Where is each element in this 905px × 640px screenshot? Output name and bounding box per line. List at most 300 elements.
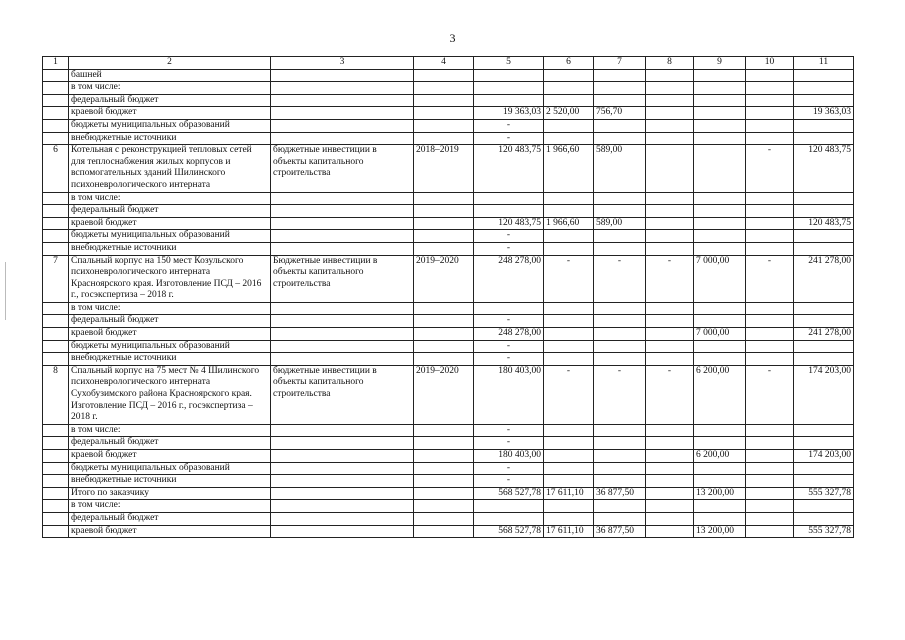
table-cell-col9 xyxy=(694,512,746,525)
table-cell-col9 xyxy=(694,192,746,205)
table-cell-col10 xyxy=(746,437,794,450)
table-cell-col4 xyxy=(414,94,474,107)
table-cell-col7 xyxy=(594,462,646,475)
table-cell-col2: в том числе: xyxy=(69,424,271,437)
table-cell-col6 xyxy=(544,69,594,82)
table-cell-col3 xyxy=(271,242,414,255)
table-cell-col2: краевой бюджет xyxy=(69,328,271,341)
table-cell-col11 xyxy=(794,315,854,328)
table-cell-col8 xyxy=(646,82,694,95)
table-cell-col1 xyxy=(43,82,69,95)
table-cell-col7 xyxy=(594,500,646,513)
table-cell-col8 xyxy=(646,462,694,475)
table-cell-col1: 6 xyxy=(43,145,69,192)
table-cell-col11: 174 203,00 xyxy=(794,450,854,463)
table-cell-col4 xyxy=(414,242,474,255)
table-cell-col2: бюджеты муниципальных образований xyxy=(69,340,271,353)
table-cell-col9 xyxy=(694,500,746,513)
table-row xyxy=(43,302,854,315)
header-cell: 2 xyxy=(69,57,271,70)
table-cell-col9 xyxy=(694,145,746,192)
table-cell-col2: Котельная с реконструкцией тепловых сетей для теплоснабжения жилых корпусов и вспомогательных зданий Шилинского психоневрологического интерната xyxy=(69,145,271,192)
table-cell-col4 xyxy=(414,315,474,328)
table-cell-col11 xyxy=(794,69,854,82)
table-cell-col7 xyxy=(594,450,646,463)
table-cell-col10 xyxy=(746,328,794,341)
table-row xyxy=(43,230,854,243)
table-cell-col3: бюджетные инвестиции в объекты капитального строительства xyxy=(271,365,414,424)
table-cell-col5 xyxy=(474,82,544,95)
table-cell-col11 xyxy=(794,462,854,475)
page-number: 3 xyxy=(449,31,456,45)
table-cell-col10 xyxy=(746,302,794,315)
table-cell-col8 xyxy=(646,487,694,500)
table-cell-col11 xyxy=(794,205,854,218)
table-cell-col2: внебюджетные источники xyxy=(69,132,271,145)
table-cell-col8 xyxy=(646,450,694,463)
table-cell-col1 xyxy=(43,242,69,255)
table-cell-col3 xyxy=(271,353,414,366)
table-cell-col5 xyxy=(474,512,544,525)
table-cell-col3 xyxy=(271,230,414,243)
table-cell-col11 xyxy=(794,512,854,525)
header-cell: 1 xyxy=(43,57,69,70)
table-cell-col3 xyxy=(271,132,414,145)
table-row xyxy=(43,353,854,366)
table-cell-col8 xyxy=(646,217,694,230)
table-cell-col11: 120 483,75 xyxy=(794,145,854,192)
table-cell-col8 xyxy=(646,302,694,315)
table-cell-col3 xyxy=(271,328,414,341)
table-cell-col10 xyxy=(746,500,794,513)
table-cell-col1 xyxy=(43,94,69,107)
table-cell-col2: Итого по заказчику xyxy=(69,487,271,500)
table-cell-col11: 19 363,03 xyxy=(794,107,854,120)
table-row xyxy=(43,450,854,463)
table-cell-col3 xyxy=(271,462,414,475)
table-cell-col10 xyxy=(746,132,794,145)
table-cell-col1 xyxy=(43,119,69,132)
table-cell-col11: 241 278,00 xyxy=(794,255,854,302)
table-cell-col2: в том числе: xyxy=(69,500,271,513)
table-cell-col1 xyxy=(43,462,69,475)
table-cell-col2: бюджеты муниципальных образований xyxy=(69,230,271,243)
table-cell-col7 xyxy=(594,82,646,95)
table-cell-col6: 1 966,60 xyxy=(544,145,594,192)
table-cell-col10 xyxy=(746,475,794,488)
budget-table xyxy=(42,56,854,538)
header-cell: 10 xyxy=(746,57,794,70)
table-cell-col10 xyxy=(746,424,794,437)
table-cell-col2: башней xyxy=(69,69,271,82)
table-cell-col3 xyxy=(271,69,414,82)
table-row xyxy=(43,512,854,525)
table-cell-col3 xyxy=(271,205,414,218)
table-cell-col8 xyxy=(646,145,694,192)
table-cell-col4 xyxy=(414,353,474,366)
table-cell-col10 xyxy=(746,119,794,132)
table-cell-col1 xyxy=(43,302,69,315)
table-cell-col1 xyxy=(43,487,69,500)
table-cell-col10 xyxy=(746,82,794,95)
table-cell-col4 xyxy=(414,525,474,538)
table-cell-col6 xyxy=(544,500,594,513)
table-cell-col7 xyxy=(594,437,646,450)
table-cell-col11 xyxy=(794,500,854,513)
table-cell-col6 xyxy=(544,424,594,437)
table-cell-col8 xyxy=(646,512,694,525)
table-cell-col11 xyxy=(794,82,854,95)
table-cell-col4 xyxy=(414,217,474,230)
table-cell-col3 xyxy=(271,82,414,95)
table-cell-col1 xyxy=(43,315,69,328)
table-cell-col1 xyxy=(43,340,69,353)
table-cell-col4 xyxy=(414,475,474,488)
table-cell-col10 xyxy=(746,69,794,82)
table-cell-col8 xyxy=(646,353,694,366)
table-cell-col10: - xyxy=(746,365,794,424)
header-row xyxy=(43,57,854,70)
table-cell-col8: - xyxy=(646,365,694,424)
table-cell-col11 xyxy=(794,192,854,205)
table-cell-col9 xyxy=(694,205,746,218)
table-cell-col10 xyxy=(746,107,794,120)
table-cell-col3 xyxy=(271,217,414,230)
table-cell-col4: 2018–2019 xyxy=(414,145,474,192)
table-cell-col8 xyxy=(646,525,694,538)
table-cell-col2: федеральный бюджет xyxy=(69,94,271,107)
table-cell-col2: в том числе: xyxy=(69,82,271,95)
table-cell-col7 xyxy=(594,230,646,243)
table-cell-col4 xyxy=(414,462,474,475)
table-cell-col9: 7 000,00 xyxy=(694,328,746,341)
table-cell-col1 xyxy=(43,328,69,341)
table-cell-col6 xyxy=(544,132,594,145)
table-cell-col2: федеральный бюджет xyxy=(69,205,271,218)
table-cell-col5: 120 483,75 xyxy=(474,217,544,230)
table-row xyxy=(43,119,854,132)
table-cell-col8 xyxy=(646,119,694,132)
table-cell-col8 xyxy=(646,94,694,107)
table-cell-col9 xyxy=(694,217,746,230)
table-cell-col11: 241 278,00 xyxy=(794,328,854,341)
table-cell-col10 xyxy=(746,205,794,218)
table-cell-col4 xyxy=(414,230,474,243)
table-cell-col5: - xyxy=(474,340,544,353)
table-cell-col9: 7 000,00 xyxy=(694,255,746,302)
table-cell-col8 xyxy=(646,205,694,218)
table-cell-col7 xyxy=(594,512,646,525)
table-cell-col9: 13 200,00 xyxy=(694,487,746,500)
table-cell-col5: - xyxy=(474,132,544,145)
table-cell-col5: - xyxy=(474,424,544,437)
table-row xyxy=(43,132,854,145)
table-cell-col4 xyxy=(414,119,474,132)
table-cell-col9 xyxy=(694,462,746,475)
table-cell-col5: 19 363,03 xyxy=(474,107,544,120)
table-row xyxy=(43,107,854,120)
table-cell-col1 xyxy=(43,217,69,230)
table-cell-col5: 568 527,78 xyxy=(474,525,544,538)
table-cell-col9 xyxy=(694,230,746,243)
table-cell-col7 xyxy=(594,340,646,353)
table-cell-col4 xyxy=(414,424,474,437)
table-cell-col2: федеральный бюджет xyxy=(69,315,271,328)
table-cell-col11 xyxy=(794,340,854,353)
table-row xyxy=(43,82,854,95)
header-cell: 5 xyxy=(474,57,544,70)
table-cell-col9 xyxy=(694,94,746,107)
table-cell-col4 xyxy=(414,328,474,341)
table-row xyxy=(43,69,854,82)
header-cell: 8 xyxy=(646,57,694,70)
table-row xyxy=(43,255,854,302)
table-cell-col11 xyxy=(794,424,854,437)
table-cell-col11 xyxy=(794,132,854,145)
table-cell-col10 xyxy=(746,340,794,353)
table-cell-col8 xyxy=(646,500,694,513)
table-cell-col7 xyxy=(594,94,646,107)
table-cell-col1 xyxy=(43,132,69,145)
table-cell-col4 xyxy=(414,487,474,500)
table-cell-col6 xyxy=(544,302,594,315)
table-cell-col6 xyxy=(544,192,594,205)
table-cell-col7 xyxy=(594,302,646,315)
table-cell-col6 xyxy=(544,119,594,132)
table-cell-col6 xyxy=(544,315,594,328)
header-cell: 6 xyxy=(544,57,594,70)
table-row xyxy=(43,340,854,353)
table-cell-col6 xyxy=(544,340,594,353)
table-cell-col7 xyxy=(594,475,646,488)
table-cell-col4 xyxy=(414,437,474,450)
table-cell-col2: Спальный корпус на 150 мест Козульского психоневрологического интерната Красноярского края. Изготовление ПСД – 2016 г., госэкспертиза – 2018 г. xyxy=(69,255,271,302)
table-cell-col3: Бюджетные инвестиции в объекты капитального строительства xyxy=(271,255,414,302)
table-cell-col8 xyxy=(646,192,694,205)
table-cell-col10 xyxy=(746,315,794,328)
table-cell-col1 xyxy=(43,450,69,463)
table-cell-col1 xyxy=(43,192,69,205)
table-cell-col11 xyxy=(794,353,854,366)
table-cell-col2: бюджеты муниципальных образований xyxy=(69,119,271,132)
table-cell-col10 xyxy=(746,242,794,255)
table-cell-col5 xyxy=(474,192,544,205)
table-cell-col10 xyxy=(746,353,794,366)
table-cell-col4 xyxy=(414,192,474,205)
table-cell-col6: 2 520,00 xyxy=(544,107,594,120)
table-cell-col5: - xyxy=(474,353,544,366)
table-cell-col3: бюджетные инвестиции в объекты капитального строительства xyxy=(271,145,414,192)
table-cell-col5: - xyxy=(474,315,544,328)
table-cell-col8 xyxy=(646,475,694,488)
table-cell-col6 xyxy=(544,512,594,525)
table-cell-col9 xyxy=(694,119,746,132)
table-cell-col6 xyxy=(544,82,594,95)
table-cell-col5: - xyxy=(474,437,544,450)
table-cell-col7 xyxy=(594,205,646,218)
table-row xyxy=(43,217,854,230)
table-cell-col7 xyxy=(594,119,646,132)
table-cell-col2: Спальный корпус на 75 мест № 4 Шилинского психоневрологического интерната Сухобузимского района Красноярского края. Изготовление ПСД – 2016 г., госэкспертиза – 2018 г. xyxy=(69,365,271,424)
table-cell-col2: внебюджетные источники xyxy=(69,353,271,366)
table-cell-col8 xyxy=(646,132,694,145)
table-cell-col9 xyxy=(694,302,746,315)
table-cell-col11: 120 483,75 xyxy=(794,217,854,230)
table-cell-col9 xyxy=(694,132,746,145)
table-cell-col8 xyxy=(646,340,694,353)
table-cell-col9 xyxy=(694,315,746,328)
table-cell-col10 xyxy=(746,94,794,107)
table-cell-col4 xyxy=(414,132,474,145)
table-cell-col8 xyxy=(646,242,694,255)
table-cell-col10 xyxy=(746,217,794,230)
table-cell-col6: - xyxy=(544,365,594,424)
table-cell-col11 xyxy=(794,475,854,488)
table-cell-col11: 174 203,00 xyxy=(794,365,854,424)
table-cell-col6 xyxy=(544,437,594,450)
table-row xyxy=(43,365,854,424)
table-cell-col5: 568 527,78 xyxy=(474,487,544,500)
table-cell-col2: внебюджетные источники xyxy=(69,475,271,488)
table-cell-col6 xyxy=(544,230,594,243)
table-cell-col7 xyxy=(594,328,646,341)
table-cell-col3 xyxy=(271,450,414,463)
table-cell-col4 xyxy=(414,500,474,513)
table-cell-col8 xyxy=(646,437,694,450)
table-cell-col3 xyxy=(271,340,414,353)
table-cell-col6: 17 611,10 xyxy=(544,525,594,538)
table-row xyxy=(43,525,854,538)
table-cell-col4 xyxy=(414,512,474,525)
table-row xyxy=(43,462,854,475)
table-cell-col6: - xyxy=(544,255,594,302)
table-cell-col5 xyxy=(474,94,544,107)
table-cell-col1: 7 xyxy=(43,255,69,302)
table-cell-col3 xyxy=(271,512,414,525)
table-cell-col3 xyxy=(271,487,414,500)
table-cell-col6 xyxy=(544,462,594,475)
table-cell-col7: 36 877,50 xyxy=(594,525,646,538)
table-cell-col5 xyxy=(474,302,544,315)
table-cell-col10 xyxy=(746,487,794,500)
table-cell-col6 xyxy=(544,242,594,255)
table-cell-col8 xyxy=(646,315,694,328)
table-cell-col5: 120 483,75 xyxy=(474,145,544,192)
table-cell-col8 xyxy=(646,328,694,341)
table-cell-col7: 589,00 xyxy=(594,217,646,230)
table-cell-col10 xyxy=(746,462,794,475)
table-cell-col7: - xyxy=(594,255,646,302)
table-row xyxy=(43,315,854,328)
table-cell-col4: 2019–2020 xyxy=(414,365,474,424)
table-cell-col2: краевой бюджет xyxy=(69,525,271,538)
table-cell-col7: - xyxy=(594,365,646,424)
table-cell-col7 xyxy=(594,192,646,205)
table-cell-col7: 36 877,50 xyxy=(594,487,646,500)
table-cell-col5: - xyxy=(474,462,544,475)
table-cell-col9: 6 200,00 xyxy=(694,365,746,424)
table-cell-col4 xyxy=(414,107,474,120)
table-cell-col10 xyxy=(746,450,794,463)
margin-mark xyxy=(5,262,6,320)
table-cell-col10: - xyxy=(746,145,794,192)
table-cell-col6 xyxy=(544,328,594,341)
table-cell-col4 xyxy=(414,69,474,82)
table-cell-col1 xyxy=(43,353,69,366)
table-body xyxy=(43,69,854,538)
table-cell-col1: 8 xyxy=(43,365,69,424)
table-cell-col10 xyxy=(746,525,794,538)
header-cell: 4 xyxy=(414,57,474,70)
table-cell-col11 xyxy=(794,302,854,315)
table-cell-col3 xyxy=(271,475,414,488)
table-cell-col5: 248 278,00 xyxy=(474,255,544,302)
table-cell-col7 xyxy=(594,424,646,437)
table-cell-col5 xyxy=(474,69,544,82)
table-cell-col11: 555 327,78 xyxy=(794,487,854,500)
header-cell: 3 xyxy=(271,57,414,70)
table-row xyxy=(43,192,854,205)
table-cell-col6 xyxy=(544,353,594,366)
header-cell: 9 xyxy=(694,57,746,70)
table-row xyxy=(43,424,854,437)
table-cell-col9 xyxy=(694,424,746,437)
table-cell-col5: 180 403,00 xyxy=(474,365,544,424)
table-cell-col2: бюджеты муниципальных образований xyxy=(69,462,271,475)
table-cell-col4 xyxy=(414,302,474,315)
table-cell-col4 xyxy=(414,82,474,95)
table-cell-col7: 756,70 xyxy=(594,107,646,120)
table-cell-col7 xyxy=(594,132,646,145)
table-row xyxy=(43,242,854,255)
table-cell-col4 xyxy=(414,340,474,353)
table-cell-col8 xyxy=(646,230,694,243)
table-cell-col5: - xyxy=(474,230,544,243)
table-cell-col9 xyxy=(694,82,746,95)
table-cell-col7 xyxy=(594,353,646,366)
table-row xyxy=(43,205,854,218)
table-cell-col3 xyxy=(271,119,414,132)
table-cell-col9 xyxy=(694,69,746,82)
table-cell-col3 xyxy=(271,302,414,315)
table-cell-col1 xyxy=(43,512,69,525)
table-cell-col9 xyxy=(694,353,746,366)
table-cell-col11 xyxy=(794,119,854,132)
table-cell-col3 xyxy=(271,315,414,328)
table-cell-col10 xyxy=(746,512,794,525)
table-cell-col1 xyxy=(43,69,69,82)
table-cell-col9: 6 200,00 xyxy=(694,450,746,463)
table-cell-col1 xyxy=(43,525,69,538)
table-cell-col6 xyxy=(544,450,594,463)
table-cell-col11: 555 327,78 xyxy=(794,525,854,538)
table-cell-col9 xyxy=(694,107,746,120)
table-cell-col2: краевой бюджет xyxy=(69,450,271,463)
table-cell-col1 xyxy=(43,437,69,450)
header-cell: 7 xyxy=(594,57,646,70)
table-cell-col6 xyxy=(544,205,594,218)
table-cell-col9 xyxy=(694,242,746,255)
table-row xyxy=(43,94,854,107)
table-cell-col3 xyxy=(271,192,414,205)
table-cell-col1 xyxy=(43,424,69,437)
table-cell-col9 xyxy=(694,437,746,450)
table-row xyxy=(43,145,854,192)
table-cell-col3 xyxy=(271,94,414,107)
table-cell-col1 xyxy=(43,107,69,120)
table-cell-col10 xyxy=(746,230,794,243)
table-cell-col4: 2019–2020 xyxy=(414,255,474,302)
